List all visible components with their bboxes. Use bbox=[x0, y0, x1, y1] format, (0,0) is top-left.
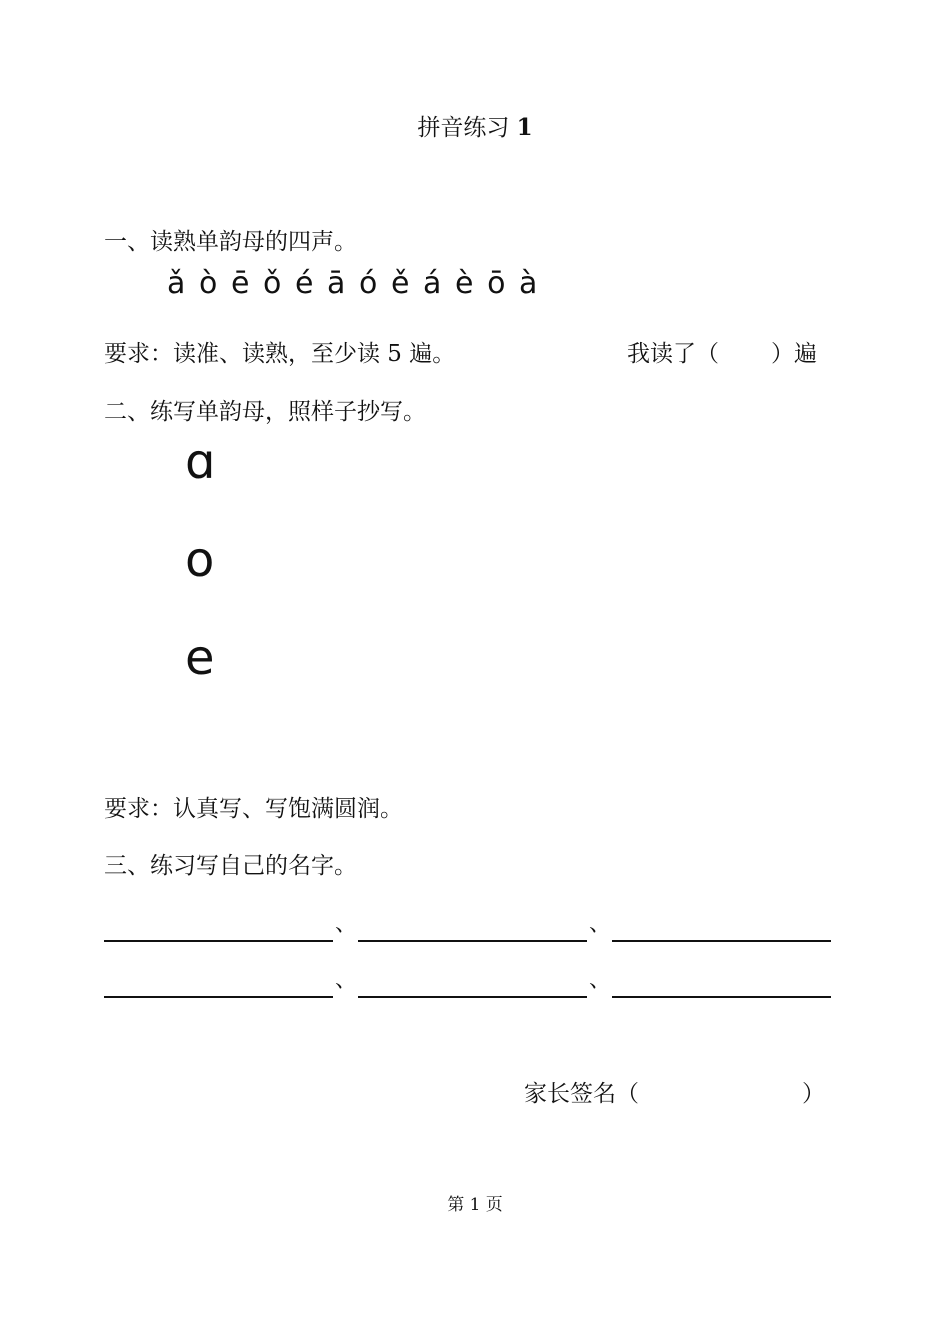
tone-mark: ó bbox=[359, 266, 378, 301]
section2-requirement: 要求：认真写、写饱满圆润。 bbox=[104, 796, 403, 822]
section2-heading: 二、练写单韵母，照样子抄写。 bbox=[104, 399, 426, 425]
name-blank[interactable] bbox=[612, 996, 831, 998]
letter-o: o bbox=[185, 532, 215, 588]
tone-mark: á bbox=[423, 266, 442, 301]
tone-mark: à bbox=[519, 266, 538, 301]
letter-e: e bbox=[185, 630, 215, 686]
separator: 、 bbox=[335, 912, 358, 937]
signature-end: ） bbox=[802, 1081, 825, 1107]
read-count-label: 我读了（ bbox=[627, 341, 719, 367]
tone-mark: é bbox=[294, 266, 314, 301]
name-blank-row bbox=[104, 912, 831, 942]
title-number: 1 bbox=[516, 114, 533, 141]
name-blank[interactable] bbox=[358, 996, 587, 998]
tone-mark: ǎ bbox=[167, 266, 186, 301]
read-count-field[interactable] bbox=[627, 338, 817, 370]
section1-heading: 一、读熟单韵母的四声。 bbox=[104, 229, 357, 255]
name-blank[interactable] bbox=[104, 996, 333, 998]
title-text: 拼音练习 bbox=[417, 115, 510, 141]
read-count-end: ）遍 bbox=[771, 341, 817, 367]
tone-mark: ě bbox=[390, 266, 410, 301]
tone-mark: ǒ bbox=[263, 266, 282, 301]
name-blank[interactable] bbox=[104, 940, 333, 942]
separator: 、 bbox=[335, 968, 358, 993]
tone-mark: ō bbox=[487, 266, 506, 301]
section3-heading: 三、练习写自己的名字。 bbox=[104, 853, 357, 879]
parent-signature-field[interactable] bbox=[524, 1078, 825, 1110]
name-blank[interactable] bbox=[358, 940, 587, 942]
signature-label: 家长签名（ bbox=[524, 1081, 639, 1107]
separator: 、 bbox=[589, 912, 612, 937]
page-title bbox=[0, 112, 950, 144]
name-blank-row bbox=[104, 968, 831, 998]
name-blank[interactable] bbox=[612, 940, 831, 942]
page-number: 第 1 页 bbox=[447, 1195, 503, 1215]
tone-mark: ò bbox=[198, 266, 218, 301]
separator: 、 bbox=[589, 968, 612, 993]
tone-mark: è bbox=[455, 266, 474, 301]
section1-requirement: 要求：读准、读熟，至少读 5 遍。 bbox=[104, 341, 456, 367]
letter-a: ɑ bbox=[185, 434, 216, 490]
tone-mark: ā bbox=[327, 266, 346, 301]
tone-mark: ē bbox=[230, 266, 250, 301]
tone-row bbox=[167, 264, 551, 304]
